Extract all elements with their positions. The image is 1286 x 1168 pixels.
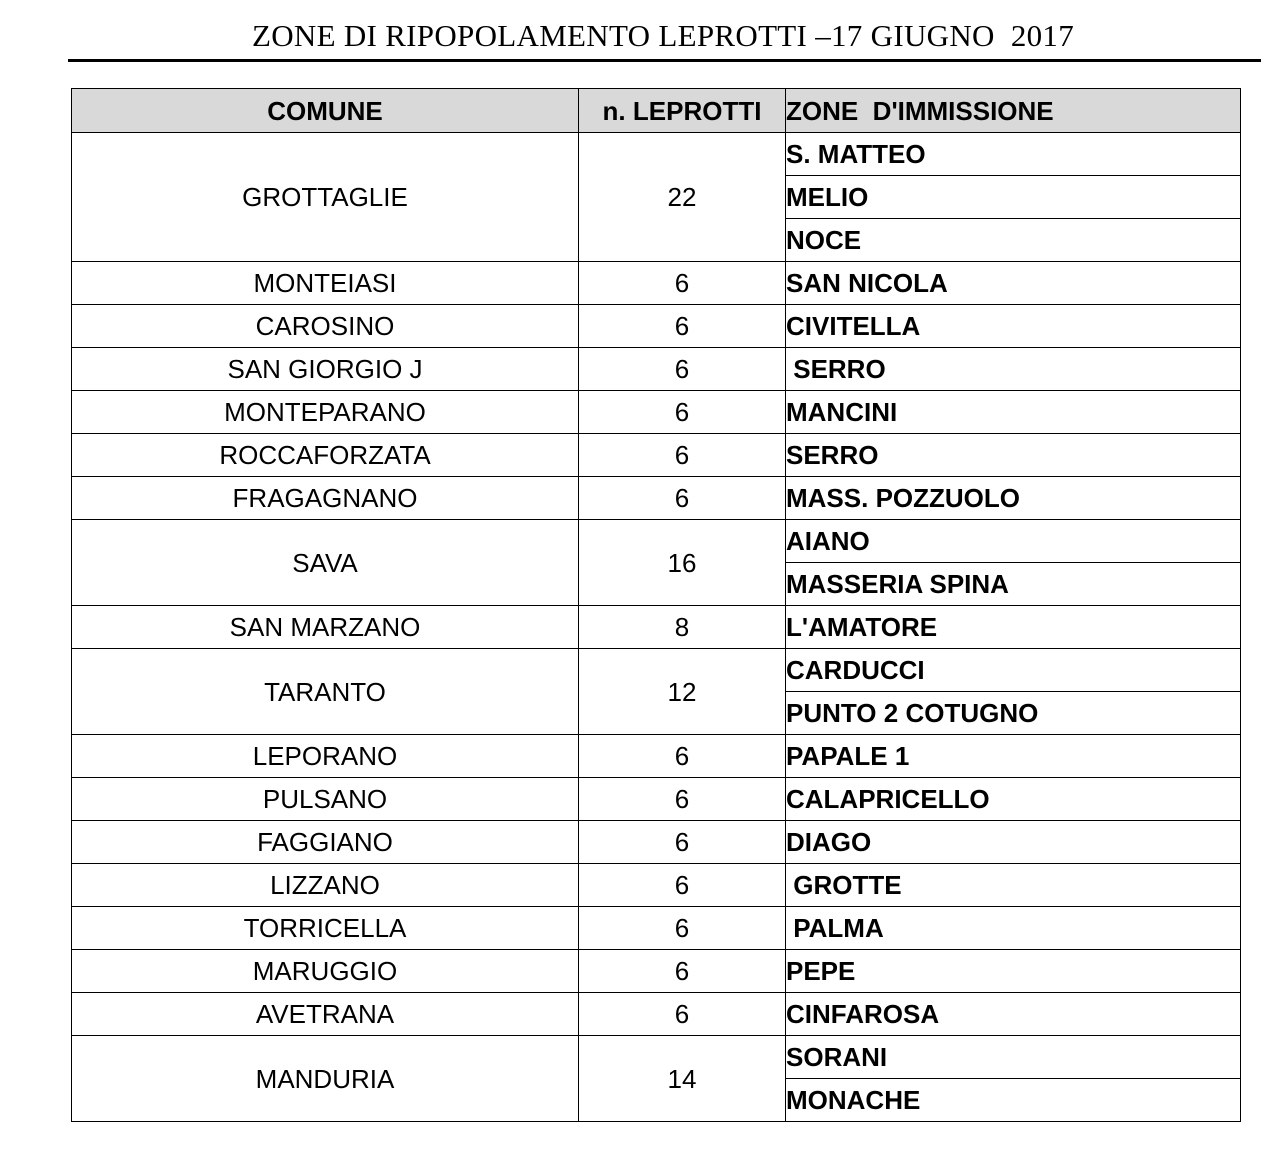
zone-cell: PALMA (786, 907, 1241, 950)
comune-cell: AVETRANA (72, 993, 579, 1036)
table-row (72, 391, 1241, 434)
title-underline (68, 59, 1261, 62)
table-row (72, 649, 1241, 692)
zone-cell: S. MATTEO (786, 133, 1241, 176)
comune-cell: TARANTO (72, 649, 579, 735)
leprotti-count-cell: 6 (579, 907, 786, 950)
document-title: ZONE DI RIPOPOLAMENTO LEPROTTI –17 GIUGNO 2017 (251, 18, 1075, 53)
leprotti-count-cell: 6 (579, 735, 786, 778)
table-row (72, 348, 1241, 391)
comune-cell: TORRICELLA (72, 907, 579, 950)
zone-cell: L'AMATORE (786, 606, 1241, 649)
zone-cell: MASS. POZZUOLO (786, 477, 1241, 520)
table-row (72, 821, 1241, 864)
leprotti-count-cell: 6 (579, 305, 786, 348)
leprotti-count-cell: 8 (579, 606, 786, 649)
leprotti-count-cell: 6 (579, 477, 786, 520)
zone-cell: SAN NICOLA (786, 262, 1241, 305)
leprotti-count-cell: 14 (579, 1036, 786, 1122)
zone-cell: CARDUCCI (786, 649, 1241, 692)
zone-cell: AIANO (786, 520, 1241, 563)
zone-cell: NOCE (786, 219, 1241, 262)
header-leprotti: n. LEPROTTI (579, 89, 786, 133)
leprotti-count-cell: 6 (579, 348, 786, 391)
comune-cell: MANDURIA (72, 1036, 579, 1122)
table-row (72, 305, 1241, 348)
zone-cell: PEPE (786, 950, 1241, 993)
table-row (72, 1036, 1241, 1079)
header-comune: COMUNE (72, 89, 579, 133)
leprotti-count-cell: 6 (579, 993, 786, 1036)
comune-cell: MONTEIASI (72, 262, 579, 305)
leprotti-count-cell: 16 (579, 520, 786, 606)
leprotti-count-cell: 22 (579, 133, 786, 262)
table-body (72, 133, 1241, 1122)
table-row (72, 133, 1241, 176)
comune-cell: LIZZANO (72, 864, 579, 907)
comune-cell: FAGGIANO (72, 821, 579, 864)
comune-cell: PULSANO (72, 778, 579, 821)
comune-cell: GROTTAGLIE (72, 133, 579, 262)
leprotti-count-cell: 12 (579, 649, 786, 735)
release-zones-table (71, 88, 1241, 1122)
zone-cell: CIVITELLA (786, 305, 1241, 348)
comune-cell: ROCCAFORZATA (72, 434, 579, 477)
table-row (72, 434, 1241, 477)
comune-cell: SAN MARZANO (72, 606, 579, 649)
zone-cell: MONACHE (786, 1079, 1241, 1122)
zone-cell: CINFAROSA (786, 993, 1241, 1036)
zone-cell: GROTTE (786, 864, 1241, 907)
leprotti-count-cell: 6 (579, 778, 786, 821)
leprotti-count-cell: 6 (579, 821, 786, 864)
leprotti-count-cell: 6 (579, 864, 786, 907)
table-row (72, 993, 1241, 1036)
zone-cell: PUNTO 2 COTUGNO (786, 692, 1241, 735)
table-row (72, 477, 1241, 520)
zone-cell: MELIO (786, 176, 1241, 219)
header-zone: ZONE D'IMMISSIONE (786, 89, 1241, 133)
comune-cell: MARUGGIO (72, 950, 579, 993)
comune-cell: SAN GIORGIO J (72, 348, 579, 391)
table-row (72, 907, 1241, 950)
leprotti-count-cell: 6 (579, 434, 786, 477)
table-row (72, 864, 1241, 907)
table-row (72, 520, 1241, 563)
zone-cell: SERRO (786, 434, 1241, 477)
zone-cell: PAPALE 1 (786, 735, 1241, 778)
table-row (72, 606, 1241, 649)
table-row (72, 950, 1241, 993)
leprotti-count-cell: 6 (579, 950, 786, 993)
comune-cell: FRAGAGNANO (72, 477, 579, 520)
zone-cell: SERRO (786, 348, 1241, 391)
comune-cell: SAVA (72, 520, 579, 606)
leprotti-count-cell: 6 (579, 391, 786, 434)
table-row (72, 262, 1241, 305)
zone-cell: DIAGO (786, 821, 1241, 864)
comune-cell: MONTEPARANO (72, 391, 579, 434)
table-header-row (72, 89, 1241, 133)
table-row (72, 735, 1241, 778)
comune-cell: LEPORANO (72, 735, 579, 778)
zone-cell: MASSERIA SPINA (786, 563, 1241, 606)
comune-cell: CAROSINO (72, 305, 579, 348)
zone-cell: CALAPRICELLO (786, 778, 1241, 821)
table-row (72, 778, 1241, 821)
zone-cell: MANCINI (786, 391, 1241, 434)
leprotti-count-cell: 6 (579, 262, 786, 305)
zone-cell: SORANI (786, 1036, 1241, 1079)
